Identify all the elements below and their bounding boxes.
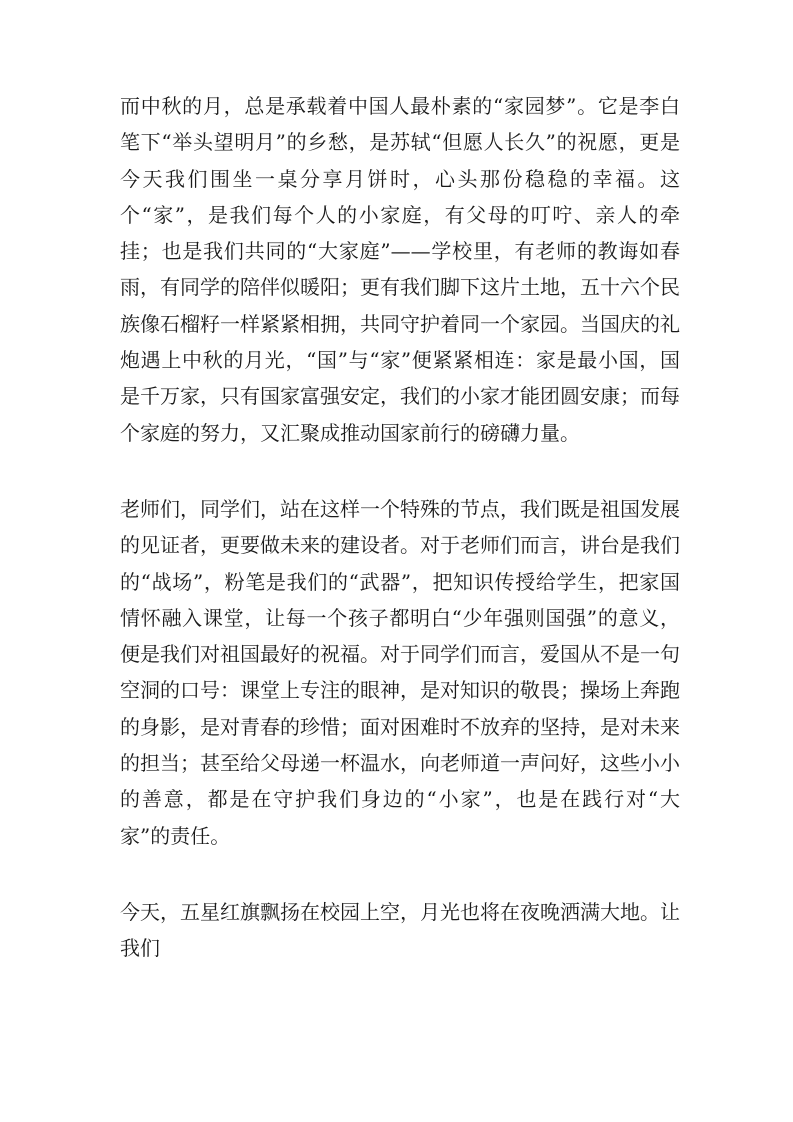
paragraph-teachers-students: 老师们，同学们，站在这样一个特殊的节点，我们既是祖国发展的见证者，更要做未来的建设者。对于老师们而言，讲台是我们的“战场”，粉笔是我们的“武器”，把知识传授给学生，把家国情怀融入课堂，让每一个孩子都明白“少年强则国强”的意义，便是我们对祖国最好的祝福。对于同学们而言，爱国从不是一句空洞的口号：课堂上专注的眼神，是对知识的敬畏；操场上奔跑的身影，是对青春的珍惜；面对困难时不放弃的坚持，是对未来的担当；甚至给父母递一杯温水，向老师道一声问好，这些小小的善意，都是在守护我们身边的“小家”，也是在践行对“大家”的责任。 — [120, 496, 680, 848]
document-body — [120, 88, 680, 967]
paragraph-today: 今天，五星红旗飘扬在校园上空，月光也将在夜晚洒满大地。让我们 — [120, 899, 680, 961]
paragraph-mid-autumn-home: 而中秋的月，总是承载着中国人最朴素的“家园梦”。它是李白笔下“举头望明月”的乡愁，是苏轼“但愿人长久”的祝愿，更是今天我们围坐一桌分享月饼时，心头那份稳稳的幸福。这个“家”，是我们每个人的小家庭，有父母的叮咛、亲人的牵挂；也是我们共同的“大家庭”——学校里，有老师的教诲如春雨，有同学的陪伴似暖阳；更有我们脚下这片土地，五十六个民族像石榴籽一样紧紧相拥，共同守护着同一个家园。当国庆的礼炮遇上中秋的月光，“国”与“家”便紧紧相连：家是最小国，国是千万家，只有国家富强安定，我们的小家才能团圆安康；而每个家庭的努力，又汇聚成推动国家前行的磅礴力量。 — [120, 94, 680, 445]
